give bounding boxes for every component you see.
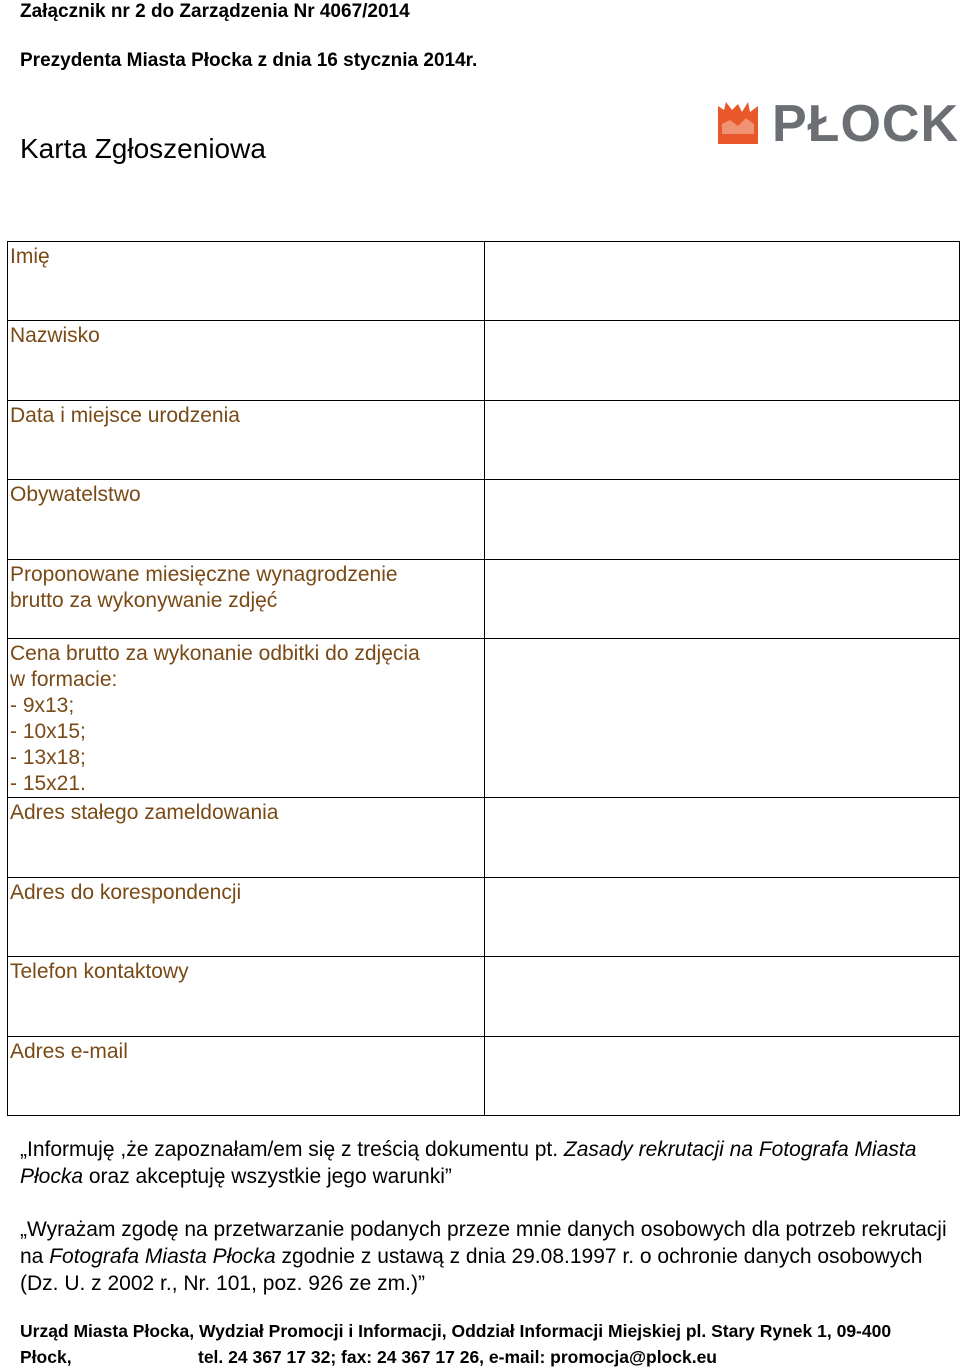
form-field-label-line: Proponowane miesięczne wynagrodzenie: [10, 563, 398, 586]
form-field-label-line: Adres stałego zameldowania: [10, 801, 279, 824]
attachment-header: Załącznik nr 2 do Zarządzenia Nr 4067/2014: [20, 1, 410, 22]
form-field-input-cell[interactable]: [485, 1037, 960, 1116]
consent-statement: [20, 1216, 950, 1297]
acknowledgement-document-title: Zasady rekrutacji na Fotografa Miasta Płocka: [20, 1138, 917, 1188]
consent-text-part2: zgodnie z ustawą z dnia 29.08.1997 r. o ochronie danych osobowych (Dz. U. z 2002 r., Nr. 101, poz. 926 ze zm.)”: [20, 1245, 923, 1295]
form-row: [8, 878, 960, 957]
form-field-label: [8, 1037, 485, 1116]
form-row: [8, 401, 960, 480]
form-row: [8, 242, 960, 321]
form-field-input-cell[interactable]: [485, 242, 960, 321]
form-row: [8, 560, 960, 639]
form-row: [8, 798, 960, 878]
footer-address: Urząd Miasta Płocka, Wydział Promocji i Informacji, Oddział Informacji Miejskiej pl. Stary Rynek 1, 09-400: [20, 1321, 892, 1341]
form-field-label: [8, 242, 485, 321]
application-form-table: [7, 241, 960, 1116]
form-field-label-line: - 13x18;: [10, 746, 86, 769]
decree-header: Prezydenta Miasta Płocka z dnia 16 stycznia 2014r.: [20, 50, 478, 71]
form-field-label: [8, 798, 485, 878]
form-field-label-line: brutto za wykonywanie zdjęć: [10, 589, 278, 612]
page-title: Karta Zgłoszeniowa: [20, 133, 266, 164]
form-field-label-line: Telefon kontaktowy: [10, 960, 189, 983]
form-field-input-cell[interactable]: [485, 957, 960, 1037]
form-field-label-line: Data i miejsce urodzenia: [10, 404, 240, 427]
plock-logo: [716, 95, 959, 153]
form-field-label-line: Nazwisko: [10, 324, 100, 347]
form-field-input-cell[interactable]: [485, 798, 960, 878]
form-row: [8, 639, 960, 798]
form-row: [8, 321, 960, 401]
acknowledgement-text-part2: oraz akceptuję wszystkie jego warunki”: [83, 1165, 452, 1188]
form-field-label-line: Adres do korespondencji: [10, 881, 242, 904]
form-field-label: [8, 401, 485, 480]
form-field-input-cell[interactable]: [485, 480, 960, 560]
form-field-label: [8, 480, 485, 560]
form-field-label-line: Imię: [10, 245, 50, 268]
form-field-label: [8, 321, 485, 401]
form-field-label-line: - 10x15;: [10, 720, 86, 743]
form-field-label-line: Obywatelstwo: [10, 483, 141, 506]
footer-contact: tel. 24 367 17 32; fax: 24 367 17 26, e-mail: promocja@plock.eu: [198, 1347, 717, 1367]
logo-wordmark: PŁOCK: [772, 95, 959, 153]
form-row: [8, 480, 960, 560]
form-field-label-line: w formacie:: [10, 668, 118, 691]
form-field-label-line: - 9x13;: [10, 694, 75, 717]
consent-text-part1: „Wyrażam zgodę na przetwarzanie podanych przeze mnie danych osobowych dla potrzeb rekrutacji na: [20, 1218, 947, 1268]
acknowledgement-text-part1: „Informuję ,że zapoznałam/em się z treścią dokumentu pt.: [20, 1138, 564, 1161]
form-field-label: [8, 957, 485, 1037]
form-field-label: [8, 639, 485, 798]
acknowledgement-statement: [20, 1136, 950, 1190]
form-field-input-cell[interactable]: [485, 560, 960, 639]
form-field-input-cell[interactable]: [485, 639, 960, 798]
form-row: [8, 1037, 960, 1116]
form-field-input-cell[interactable]: [485, 401, 960, 480]
form-row: [8, 957, 960, 1037]
form-field-label: [8, 560, 485, 639]
footer-city: Płock,: [20, 1347, 72, 1367]
form-field-label-line: - 15x21.: [10, 772, 86, 795]
form-field-label-line: Cena brutto za wykonanie odbitki do zdjęcia: [10, 642, 420, 665]
consent-position-name: Fotografa Miasta Płocka: [49, 1245, 276, 1268]
form-field-label: [8, 878, 485, 957]
form-field-input-cell[interactable]: [485, 878, 960, 957]
plock-crown-icon: [716, 100, 762, 148]
form-field-input-cell[interactable]: [485, 321, 960, 401]
form-field-label-line: Adres e-mail: [10, 1040, 128, 1063]
